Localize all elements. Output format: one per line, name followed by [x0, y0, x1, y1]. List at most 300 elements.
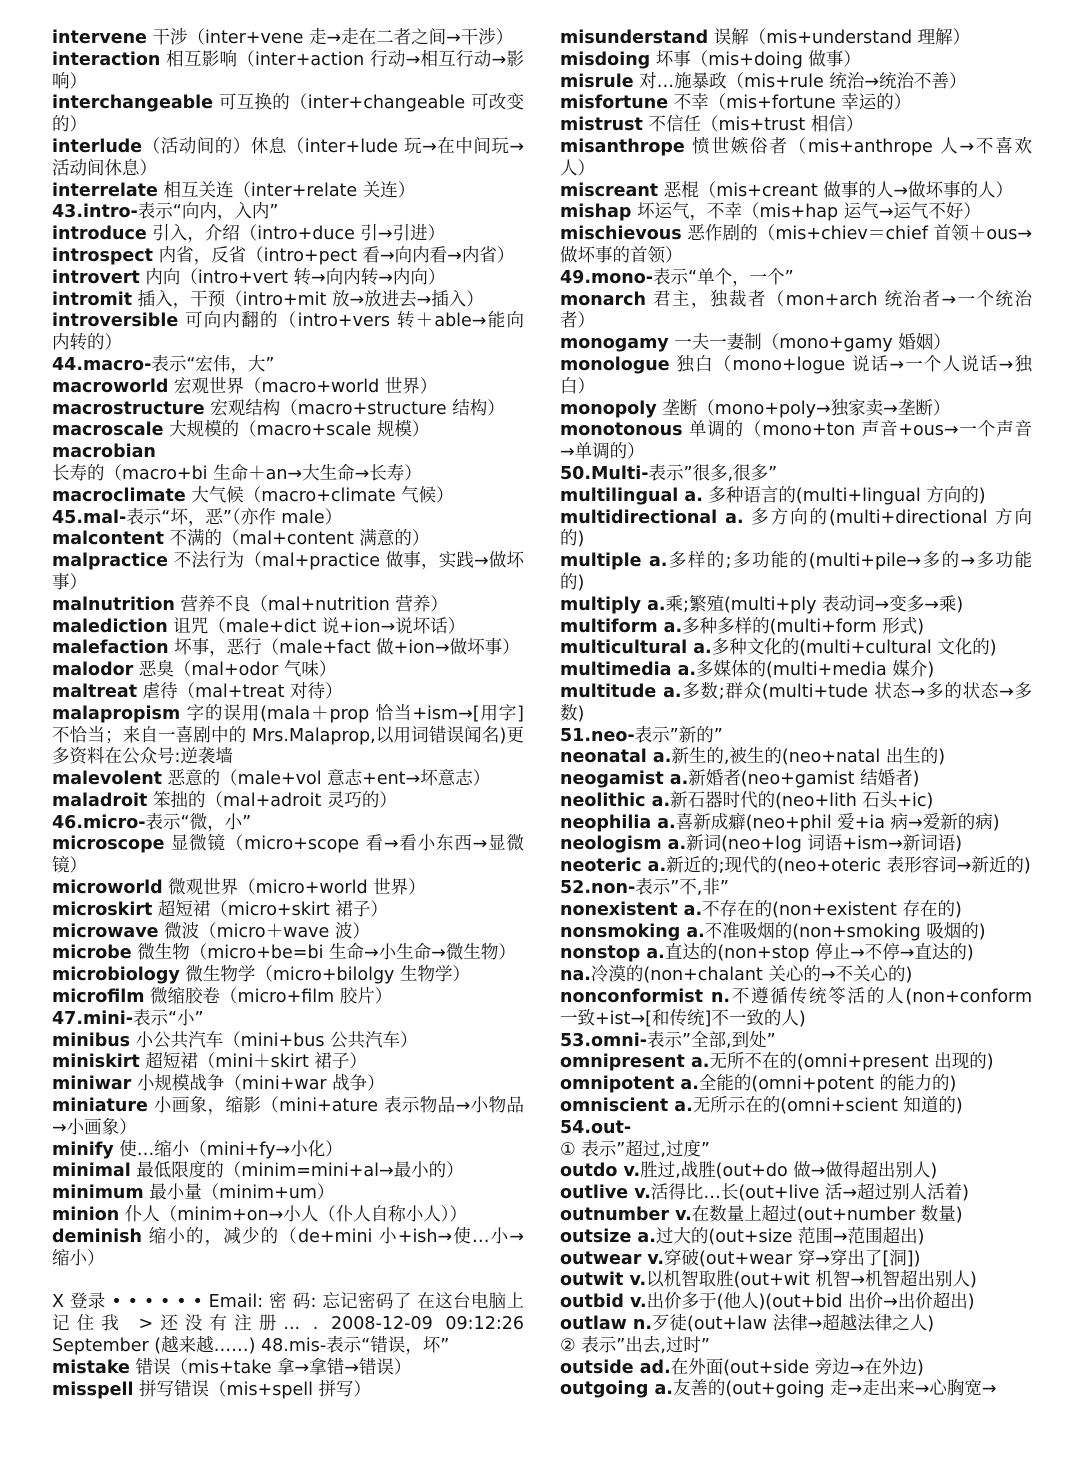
entry-word: multilingual a.: [560, 485, 703, 506]
entry-word: outsize a.: [560, 1226, 656, 1247]
vocab-entry: [560, 181, 1032, 203]
vocab-entry: [52, 246, 524, 268]
vocab-entry: [52, 268, 524, 290]
vocab-entry: [560, 943, 1032, 965]
entry-definition: 坏事（mis+doing 做事）: [650, 49, 861, 70]
vocab-entry: [52, 965, 524, 987]
entry-definition: 新词(neo+log 词语+ism→新词语): [686, 834, 963, 855]
entry-word: minimal: [52, 1161, 131, 1182]
vocab-entry: [560, 791, 1032, 813]
entry-definition: （活动间的）休息（inter+lude 玩→在中间玩→活动间休息）: [52, 136, 524, 179]
entry-word: outgoing a.: [560, 1379, 673, 1400]
entry-definition: 对…施暴政（mis+rule 统治→统治不善）: [633, 71, 967, 92]
entry-word: miniskirt: [52, 1052, 140, 1073]
vocab-entry: [560, 834, 1032, 856]
entry-definition: 单调的（mono+ton 声音+ous→一个声音→单调的）: [560, 420, 1032, 463]
vocab-entry: [52, 1161, 524, 1183]
entry-word: omniscient a.: [560, 1096, 693, 1117]
entry-word: microskirt: [52, 899, 153, 920]
entry-word: 51.neo-: [560, 725, 635, 746]
vocab-entry: [560, 965, 1032, 987]
entry-word: outwit v.: [560, 1270, 647, 1291]
vocab-entry: [560, 137, 1032, 181]
entry-definition: 胜过,战胜(out+do 做→做得超出别人): [640, 1161, 938, 1182]
entry-definition: ② 表示”出去,过时”: [560, 1335, 710, 1356]
entry-word: macroclimate: [52, 485, 186, 506]
vocab-entry: [560, 1358, 1032, 1380]
entry-definition: 活得比…长(out+live 活→超过别人活着): [650, 1183, 969, 1204]
entry-definition: 不幸（mis+fortune 幸运的）: [668, 93, 912, 114]
entry-definition: 小画象，缩影（mini+ature 表示物品→小物品→小画象）: [52, 1096, 524, 1138]
entry-definition: 相互影响（inter+action 行动→相互行动→影响）: [52, 49, 524, 92]
entry-word: introduce: [52, 224, 147, 245]
vocab-entry: [560, 638, 1032, 660]
entry-word: multitude a.: [560, 681, 682, 702]
vocab-entry: [52, 399, 524, 421]
entry-word: nonconformist n.: [560, 987, 731, 1008]
entry-definition: 多媒体的(multi+media 媒介): [696, 660, 935, 681]
entry-word: outlive v.: [560, 1183, 651, 1204]
vocab-entry: [560, 987, 1032, 1031]
entry-definition: 全能的(omni+potent 的能力的): [698, 1074, 957, 1095]
entry-word: mistrust: [560, 115, 643, 136]
entry-word: multimedia a.: [560, 660, 697, 681]
entry-definition: 出价多于(他人)(out+bid 出价→出价超出): [646, 1292, 975, 1313]
entry-definition: 穿破(out+wear 穿→穿出了[洞]): [664, 1248, 921, 1269]
entry-definition: 多方向的(multi+directional 方向的): [560, 507, 1032, 550]
entry-word: outwear v.: [560, 1248, 665, 1269]
entry-definition: 多种文化的(multi+cultural 文化的): [711, 638, 997, 659]
vocab-entry: [52, 486, 524, 508]
entry-word: macroworld: [52, 376, 169, 397]
vocab-entry: [52, 1205, 524, 1227]
entry-word: outside ad.: [560, 1357, 671, 1378]
entry-definition: 表示“向内，入内”: [137, 202, 279, 223]
entry-definition: 恶意的（male+vol 意志+ent→坏意志）: [162, 769, 491, 790]
vocab-entry: [52, 595, 524, 617]
entry-word: nonstop a.: [560, 943, 665, 964]
entry-word: nonexistent a.: [560, 899, 703, 920]
entry-definition: 微生物（micro+be=bi 生命→小生命→微生物）: [131, 943, 516, 964]
entry-word: minion: [52, 1205, 120, 1226]
vocab-entry: [52, 355, 524, 377]
vocab-entry: [560, 202, 1032, 224]
entry-definition: 可向内翻的（intro+vers 转＋able→能向内转的）: [52, 311, 524, 354]
entry-definition: 坏事，恶行（male+fact 做+ion→做坏事）: [168, 638, 520, 659]
entry-definition: 表示“宏伟，大”: [151, 354, 275, 375]
entry-word: 53.omni-: [560, 1030, 647, 1051]
entry-definition: 表示“坏，恶”（亦作 male）: [126, 507, 343, 528]
vocab-entry: [52, 1183, 524, 1205]
entry-definition: 宏观世界（macro+world 世界）: [168, 376, 438, 397]
entry-definition: 歹徒(out+law 法律→超越法律之人): [652, 1314, 935, 1335]
vocab-entry: [560, 399, 1032, 421]
entry-definition: 拼写错误（mis+spell 拼写）: [133, 1379, 371, 1400]
entry-word: nonsmoking a.: [560, 921, 705, 942]
entry-word: multiple a.: [560, 551, 668, 572]
vocab-entry: [560, 922, 1032, 944]
entry-word: microbiology: [52, 965, 180, 986]
entry-definition: 超短裙（mini＋skirt 裙子）: [139, 1052, 367, 1073]
entry-definition: 超短裙（micro+skirt 裙子）: [152, 899, 388, 920]
vocab-entry: [52, 529, 524, 551]
vocab-entry: [560, 1379, 1032, 1401]
entry-definition: 垄断（mono+poly→独家卖→垄断）: [656, 398, 951, 419]
entry-word: malodor: [52, 660, 134, 681]
vocab-entry: [52, 1380, 524, 1402]
vocab-entry: [560, 1140, 1032, 1162]
entry-word: malapropism: [52, 703, 181, 724]
vocab-entry: [560, 420, 1032, 464]
vocab-entry: [560, 1052, 1032, 1074]
entry-word: malcontent: [52, 529, 164, 550]
entry-definition: 表示”很多,很多”: [648, 463, 778, 484]
entry-definition: 多样的;多功能的(multi+pile→多的→多功能的): [560, 551, 1032, 593]
entry-definition: 不存在的(non+existent 存在的): [702, 899, 962, 920]
entry-definition: 长寿的（macro+bi 生命＋an→大生命→长寿）: [52, 463, 422, 484]
entry-definition: 新生的,被生的(neo+natal 出生的): [671, 747, 946, 768]
vocab-entry: [560, 50, 1032, 72]
vocab-entry: [560, 726, 1032, 748]
entry-definition: 表示“单个，一个”: [653, 267, 794, 288]
entry-definition: 新石器时代的(neo+lith 石头+ic): [670, 790, 934, 811]
entry-definition: 乘;繁殖(multi+ply 表动词→变多→乘): [665, 594, 964, 615]
entry-definition: 新婚者(neo+gamist 结婚者): [688, 769, 920, 790]
entry-word: mishap: [560, 202, 632, 223]
vocab-entry: [560, 1031, 1032, 1053]
vocab-entry: [52, 617, 524, 639]
entry-word: maltreat: [52, 681, 138, 702]
entry-word: malefaction: [52, 638, 169, 659]
entry-word: malediction: [52, 616, 168, 637]
vocab-entry: [560, 333, 1032, 355]
entry-word: multiform a.: [560, 616, 683, 637]
left-column: [52, 28, 524, 1401]
vocab-entry: [52, 704, 524, 769]
vocab-entry: [52, 224, 524, 246]
vocab-entry: [560, 747, 1032, 769]
entry-definition: 宏观结构（macro+structure 结构）: [204, 398, 505, 419]
entry-word: minimum: [52, 1183, 144, 1204]
entry-word: interrelate: [52, 180, 158, 201]
entry-definition: 虐待（mal+treat 对待）: [137, 681, 343, 702]
entry-definition: 不准吸烟的(non+smoking 吸烟的): [704, 921, 986, 942]
entry-word: 47.mini-: [52, 1008, 133, 1029]
entry-definition: 过大的(out+size 范围→范围超出): [655, 1226, 925, 1247]
entry-definition: 无所示在的(omni+scient 知道的): [692, 1096, 963, 1117]
entry-word: outlaw n.: [560, 1314, 653, 1335]
vocab-entry: [52, 202, 524, 224]
entry-definition: 仆人（minim+on→小人（仆人自称小人））: [119, 1205, 468, 1226]
entry-definition: 恶臭（mal+odor 气味）: [133, 660, 337, 681]
right-column: [560, 28, 1032, 1401]
entry-definition: 表示”不,非”: [635, 878, 729, 899]
entry-word: 44.macro-: [52, 354, 152, 375]
vocab-entry: [52, 508, 524, 530]
entry-definition: 新近的;现代的(neo+oteric 表形容词→新近的): [666, 856, 1031, 877]
entry-definition: 内向（intro+vert 转→向内转→内向）: [139, 267, 446, 288]
vocab-entry: [52, 878, 524, 900]
vocab-entry: [52, 420, 524, 442]
vocab-entry: [560, 1183, 1032, 1205]
entry-definition: 在数量上超过(out+number 数量): [691, 1205, 963, 1226]
entry-definition: 不遵循传统笭活的人(non+conform 一致+ist→[和传统]不一致的人): [560, 987, 1032, 1029]
vocab-entry: [52, 987, 524, 1009]
entry-word: misanthrope: [560, 136, 685, 157]
entry-definition: 最小量（minim+um）: [143, 1183, 335, 1204]
entry-definition: 坏运气，不幸（mis+hap 运气→运气不好）: [631, 202, 981, 223]
entry-word: neoteric a.: [560, 856, 667, 877]
vocab-entry: [52, 1096, 524, 1140]
entry-word: intervene: [52, 28, 147, 48]
entry-definition: 直达的(non+stop 停止→不停→直达的): [664, 943, 974, 964]
entry-definition: 引入，介绍（intro+duce 引→引进）: [146, 224, 446, 245]
vocab-entry: [560, 813, 1032, 835]
vocab-entry: [52, 943, 524, 965]
entry-definition: 微缩胶卷（micro+film 胶片）: [144, 987, 393, 1008]
entry-definition: 大气候（macro+climate 气候）: [185, 485, 454, 506]
entry-definition: 营养不良（mal+nutrition 营养）: [174, 594, 448, 615]
entry-word: monologue: [560, 354, 670, 375]
entry-definition: 最低限度的（minim=mini+al→最小的）: [130, 1161, 464, 1182]
entry-definition: 恶作剧的（mis+chiev＝chief 首领＋ous→做坏事的首领）: [560, 224, 1032, 266]
entry-definition: 不满的（mal+content 满意的）: [163, 529, 430, 550]
vocab-entry: [52, 900, 524, 922]
vocab-entry: [52, 1031, 524, 1053]
entry-word: misdoing: [560, 49, 651, 70]
vocab-entry: [52, 50, 524, 94]
vocab-entry: [560, 551, 1032, 595]
entry-word: outdo v.: [560, 1161, 641, 1182]
entry-word: interlude: [52, 136, 143, 157]
vocab-entry: [52, 377, 524, 399]
vocab-entry: [560, 115, 1032, 137]
vocab-entry: [52, 1358, 524, 1380]
entry-definition: 多数;群众(multi+tude 状态→多的状态→多数): [560, 681, 1033, 724]
entry-word: maladroit: [52, 790, 148, 811]
entry-word: intromit: [52, 289, 133, 310]
entry-word: 54.out-: [560, 1117, 632, 1138]
entry-definition: 插入，干预（intro+mit 放→放进去→插入）: [132, 289, 484, 310]
entry-word: na.: [560, 965, 591, 986]
entry-definition: 无所不在的(omni+present 出现的): [709, 1052, 994, 1073]
entry-definition: 小公共汽车（mini+bus 公共汽车）: [130, 1030, 418, 1051]
vocab-entry: [560, 1336, 1032, 1358]
vocab-entry: [560, 72, 1032, 94]
vocab-entry: [52, 769, 524, 791]
vocab-entry: [560, 878, 1032, 900]
entry-definition: 不法行为（mal+practice 做事，实践→做坏事）: [52, 551, 524, 593]
entry-word: neophilia a.: [560, 812, 676, 833]
entry-word: malevolent: [52, 769, 163, 790]
entry-word: neolithic a.: [560, 790, 671, 811]
entry-definition: 诅咒（male+dict 说+ion→说坏话）: [167, 616, 466, 637]
entry-word: monarch: [560, 289, 646, 310]
vocab-entry: [560, 682, 1032, 726]
entry-definition: 微生物学（micro+bilolgy 生物学）: [179, 965, 470, 986]
vocab-entry: [52, 1009, 524, 1031]
entry-definition: 使…缩小（mini+fy→小化）: [113, 1139, 343, 1160]
entry-definition: 君主，独裁者（mon+arch 统治者→一个统治者）: [560, 289, 1032, 332]
vocab-entry: [560, 93, 1032, 115]
vocab-entry: [52, 28, 524, 50]
entry-word: 50.Multi-: [560, 463, 649, 484]
entry-word: omnipotent a.: [560, 1074, 699, 1095]
vocab-entry: [560, 900, 1032, 922]
vocab-entry: [52, 311, 524, 355]
vocab-entry: [560, 464, 1032, 486]
vocab-entry: [52, 813, 524, 835]
entry-definition: 大规模的（macro+scale 规模）: [163, 420, 430, 441]
entry-word: multicultural a.: [560, 638, 712, 659]
entry-word: monotonous: [560, 420, 683, 441]
vocab-entry: [560, 1227, 1032, 1249]
entry-definition: 表示“微，小”: [145, 812, 252, 833]
entry-definition: 一夫一妻制（mono+gamy 婚姻）: [668, 333, 951, 354]
entry-word: microfilm: [52, 987, 145, 1008]
entry-definition: 多种多样的(multi+form 形式): [682, 616, 925, 637]
entry-definition: 相互关连（inter+relate 关连）: [157, 180, 416, 201]
vocab-entry: [560, 224, 1032, 268]
entry-word: mischievous: [560, 224, 682, 245]
entry-definition: 笨拙的（mal+adroit 灵巧的）: [147, 790, 397, 811]
vocab-entry: [560, 1292, 1032, 1314]
entry-definition: 干涉（inter+vene 走→走在二者之间→干涉）: [146, 28, 514, 48]
entry-word: misfortune: [560, 93, 669, 114]
entry-word: introspect: [52, 245, 154, 266]
entry-word: outnumber v.: [560, 1205, 692, 1226]
vocab-entry: [52, 1227, 524, 1271]
entry-definition: 显微镜（micro+scope 看→看小东西→显微镜）: [52, 834, 524, 877]
entry-word: malpractice: [52, 551, 168, 572]
entry-definition: 愤世嫉俗者（mis+anthrope 人→不喜欢人）: [560, 136, 1032, 179]
vocab-entry: [560, 486, 1032, 508]
entry-word: miniature: [52, 1096, 148, 1117]
vocab-entry: [560, 268, 1032, 290]
entry-word: minibus: [52, 1030, 131, 1051]
vocab-entry: [52, 442, 524, 486]
vocab-entry: [560, 1096, 1032, 1118]
vocab-entry: [560, 1118, 1032, 1140]
entry-definition: 误解（mis+understand 理解）: [708, 28, 971, 48]
vocab-entry: [52, 638, 524, 660]
entry-word: omnipresent a.: [560, 1052, 710, 1073]
entry-definition: 友善的(out+going 走→走出来→心胸宽→: [672, 1379, 997, 1400]
vocab-entry: [560, 617, 1032, 639]
entry-word: introvert: [52, 267, 140, 288]
entry-word: monopoly: [560, 398, 657, 419]
entry-word: miniwar: [52, 1074, 132, 1095]
entry-word: 49.mono-: [560, 267, 654, 288]
entry-word: 45.mal-: [52, 507, 127, 528]
vocab-entry: [52, 922, 524, 944]
vocab-entry: [560, 1314, 1032, 1336]
vocab-entry: [52, 791, 524, 813]
vocab-entry: [560, 1161, 1032, 1183]
entry-definition: 表示”全部,到处”: [646, 1030, 776, 1051]
vocab-entry: [52, 93, 524, 137]
entry-word: miscreant: [560, 180, 659, 201]
vocab-entry: [52, 290, 524, 312]
vocab-entry: [560, 1205, 1032, 1227]
entry-definition: 内省，反省（intro+pect 看→向内看→内省）: [153, 245, 515, 266]
entry-definition: 独白（mono+logue 说话→一个人说话→独白）: [560, 354, 1032, 397]
entry-definition: 在外面(out+side 旁边→在外边): [670, 1357, 924, 1378]
vocab-entry: [52, 181, 524, 203]
vocab-entry: [560, 856, 1032, 878]
entry-word: macroscale: [52, 420, 164, 441]
entry-word: malnutrition: [52, 594, 175, 615]
entry-word: neologism a.: [560, 834, 687, 855]
vocab-entry: [52, 551, 524, 595]
entry-word: multiply a.: [560, 594, 666, 615]
entry-word: monogamy: [560, 333, 669, 354]
entry-definition: 微观世界（micro+world 世界）: [162, 878, 426, 899]
entry-definition: 恶棍（mis+creant 做事的人→做坏事的人）: [658, 180, 1014, 201]
entry-word: misrule: [560, 71, 634, 92]
entry-word: microworld: [52, 878, 163, 899]
entry-definition: 喜新成癖(neo+phil 爱+ia 病→爱新的病): [675, 812, 1000, 833]
entry-definition: 缩小的，减少的（de+mini 小+ish→使…小→缩小）: [52, 1226, 524, 1269]
entry-word: mistake: [52, 1357, 130, 1378]
vocab-entry: [560, 508, 1032, 552]
vocab-entry: [52, 1292, 524, 1357]
entry-definition: X 登录 • • • • • • Email: 密 码: 忘记密码了 在这台电脑上记住我 >还没有注册... . 2008-12-09 09:12:26 September (越来越……) 48.mis-表示“错误，坏”: [52, 1292, 524, 1357]
entry-word: multidirectional a.: [560, 507, 744, 528]
vocab-entry: [560, 660, 1032, 682]
entry-word: neogamist a.: [560, 769, 689, 790]
entry-word: interaction: [52, 49, 161, 70]
entry-definition: 可互换的（inter+changeable 可改变的）: [52, 93, 524, 136]
entry-definition: 字的误用(mala＋prop 恰当+ism→[用字]不恰当；来自一喜剧中的 Mrs.Malaprop,以用词错误闻名)更多资料在公众号:逆袭墙: [52, 703, 524, 768]
entry-word: minify: [52, 1139, 114, 1160]
entry-word: interchangeable: [52, 93, 214, 114]
vocab-entry: [560, 290, 1032, 334]
entry-definition: 小规模战争（mini+war 战争）: [131, 1074, 385, 1095]
vocab-entry: [52, 660, 524, 682]
entry-word: macrobian: [52, 442, 156, 463]
entry-word: microbe: [52, 943, 132, 964]
blank-line: [52, 1270, 524, 1292]
entry-definition: 表示”新的”: [634, 725, 723, 746]
entry-word: misunderstand: [560, 28, 709, 48]
entry-word: deminish: [52, 1226, 142, 1247]
entry-word: microwave: [52, 921, 159, 942]
vocab-entry: [560, 1249, 1032, 1271]
entry-definition: 不信任（mis+trust 相信）: [642, 115, 864, 136]
entry-word: misspell: [52, 1379, 134, 1400]
entry-word: outbid v.: [560, 1292, 647, 1313]
vocab-entry: [52, 1052, 524, 1074]
vocab-entry: [560, 1074, 1032, 1096]
entry-word: 52.non-: [560, 878, 636, 899]
vocab-entry: [560, 769, 1032, 791]
entry-definition: 表示“小”: [132, 1008, 204, 1029]
vocab-entry: [560, 595, 1032, 617]
vocab-entry: [560, 1270, 1032, 1292]
entry-definition: 以机智取胜(out+wit 机智→机智超出别人): [646, 1270, 977, 1291]
entry-definition: 冷漠的(non+chalant 关心的→不关心的): [590, 965, 913, 986]
vocab-entry: [52, 1074, 524, 1096]
vocab-entry: [560, 28, 1032, 50]
vocab-entry: [560, 355, 1032, 399]
entry-word: 43.intro-: [52, 202, 138, 223]
entry-word: introversible: [52, 311, 179, 332]
entry-definition: ① 表示”超过,过度”: [560, 1139, 710, 1160]
entry-word: macrostructure: [52, 398, 205, 419]
entry-word: neonatal a.: [560, 747, 672, 768]
entry-word: 46.micro-: [52, 812, 146, 833]
